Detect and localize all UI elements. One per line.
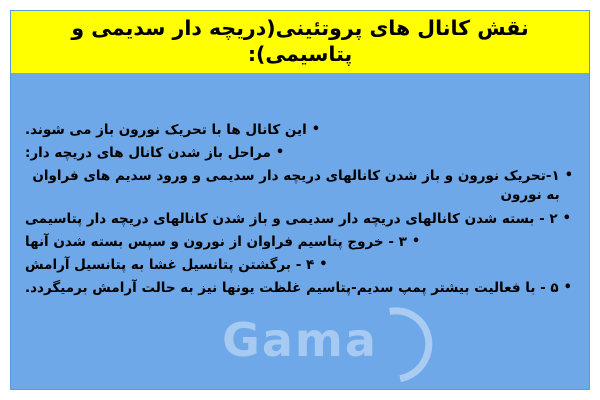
list-item-text: این کانال ها با تحریک نورون باز می شوند.	[25, 122, 307, 138]
list-item-text: ۲ - بسته شدن کانالهای دریچه دار سدیمی و باز شدن کانالهای دریچه دار پتاسیمی	[25, 210, 558, 227]
bullet-list	[11, 115, 589, 302]
bullet-icon: •	[562, 210, 571, 226]
list-item	[25, 210, 575, 229]
list-item	[25, 279, 575, 298]
bullet-icon: •	[275, 145, 285, 161]
bullet-icon: •	[319, 256, 328, 272]
list-item-text: ۱-تحریک نورون و باز شدن کانالهای دریچه دار سدیمی و ورود سدیم های فراوان به نورون	[32, 168, 560, 204]
watermark-text: Gama	[222, 313, 378, 367]
list-item-text: ۵ - با فعالیت بیشتر پمپ سدیم-پتاسیم غلظت یونها نیز به حالت آرامش برمیگردد.	[25, 280, 559, 297]
watermark-arc-icon	[343, 293, 447, 390]
list-item-text: مراحل باز شدن کانال های دریچه دار:	[25, 145, 271, 162]
list-item	[25, 121, 575, 140]
bullet-icon: •	[411, 233, 421, 249]
bullet-icon: •	[563, 280, 572, 296]
bullet-icon: •	[564, 168, 573, 184]
list-item	[25, 233, 575, 252]
list-item	[25, 256, 575, 275]
list-item	[25, 167, 575, 205]
slide-title: نقش کانال های پروتئینی(دریچه دار سدیمی و پتاسیمی):	[71, 16, 529, 67]
watermark	[150, 305, 450, 375]
title-banner	[11, 11, 589, 73]
list-item-text: ۳ - خروج پتاسیم فراوان از نورون و سپس بسته شدن آنها	[25, 233, 407, 250]
bullet-icon: •	[311, 122, 321, 137]
list-item-text: ۴ - برگشتن پتانسیل غشا به پتانسیل آرامش	[25, 256, 315, 273]
list-item	[25, 144, 575, 163]
slide-content-area	[10, 10, 590, 390]
